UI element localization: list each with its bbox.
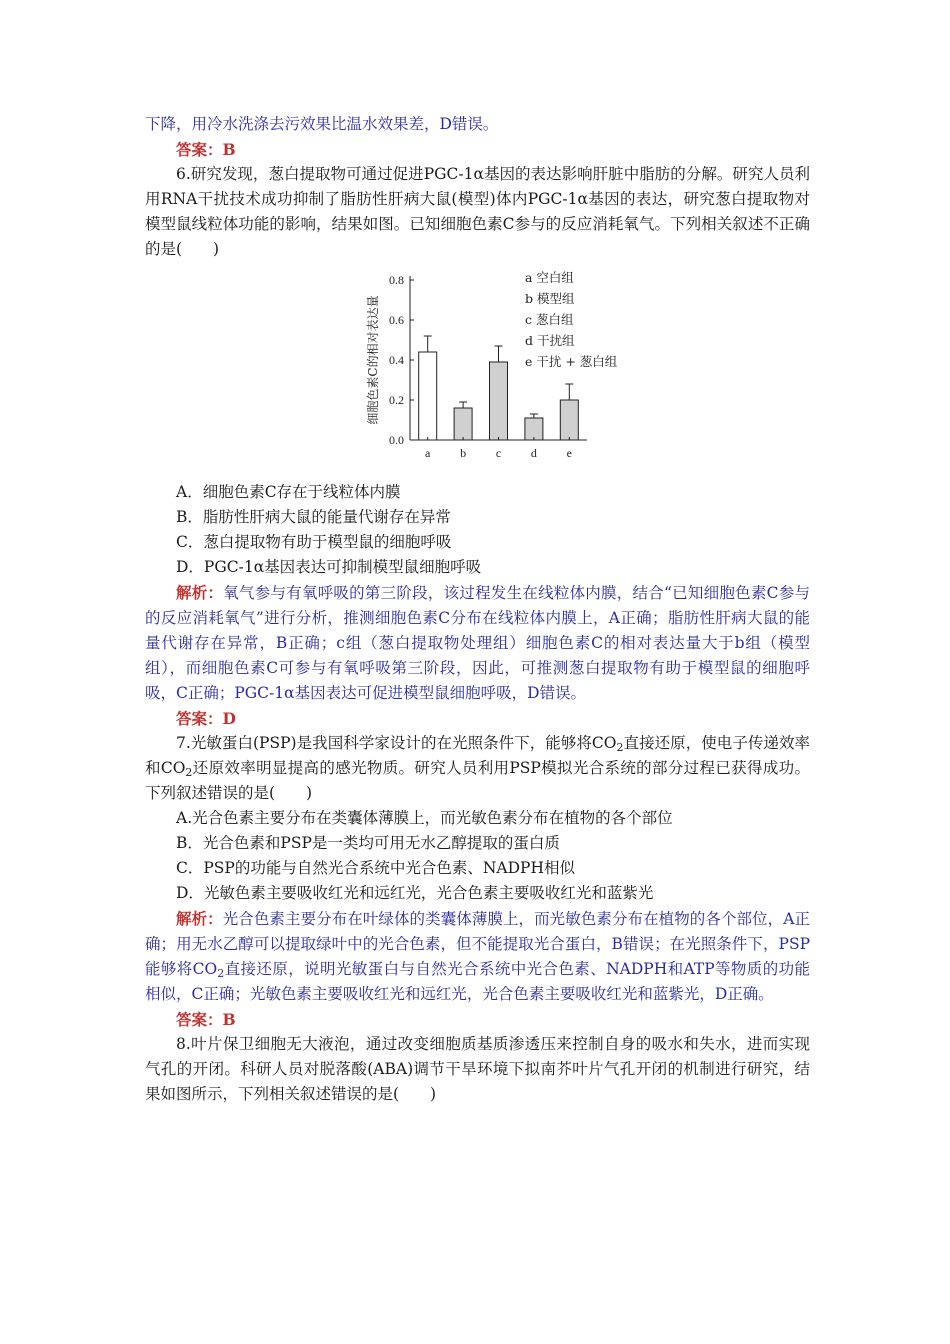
y-tick-label: 0.4 bbox=[389, 353, 404, 367]
q6-option-d: D．PGC-1α基因表达可抑制模型鼠细胞呼吸 bbox=[176, 558, 482, 576]
y-tick-label: 0.8 bbox=[389, 273, 404, 287]
bar-e bbox=[560, 400, 578, 440]
analysis-text: 氧气参与有氧呼吸的第三阶段，该过程发生在线粒体内膜，结合“已知细胞色素C参与的反应消耗氧气”进行分析，推测细胞色素C分布在线粒体内膜上，A正确；脂肪性肝病大鼠的能量代谢存在异常，B正确；c组（葱白提取物处理组）细胞色素C的相对表达量大于b组（模型组），而细胞色素C可参与有氧呼吸第三阶段，因此，可推测葱白提取物有助于模型鼠的细胞呼吸，C正确；PGC-1α基因表达可促进模型鼠细胞呼吸，D错误。 bbox=[145, 584, 810, 702]
analysis-label: 解析： bbox=[176, 909, 223, 928]
legend-entry: e 干扰 + 葱白组 bbox=[525, 354, 618, 369]
legend-entry: c 葱白组 bbox=[525, 312, 574, 327]
analysis-text: 光合色素主要分布在叶绿体的类囊体薄膜上，而光敏色素分布在植物的各个部位，A正确；用无水乙醇可以提取绿叶中的光合色素，但不能提取光合蛋白，B错误；在光照条件下，PSP能够将$CO_2$直接还原，说明光敏蛋白与自然光合系统中光合色素、NADPH和ATP等物质的功能相似，C正确；光敏色素主要吸收红光和远红光，光合色素主要吸收红光和蓝紫光，D正确。 bbox=[145, 910, 810, 1003]
q6-stem: 6.研究发现，葱白提取物可通过促进PGC-1α基因的表达影响肝脏中脂肪的分解。研究人员利用RNA干扰技术成功抑制了脂肪性肝病大鼠(模型)体内PGC-1α基因的表达，研究葱白提取物对模型鼠线粒体功能的影响，结果如图。已知细胞色素C参与的反应消耗氧气。下列相关叙述不正确的是( ) bbox=[145, 165, 810, 258]
bar-a bbox=[419, 352, 437, 440]
x-tick-label: a bbox=[425, 446, 431, 460]
answer-value: B bbox=[222, 140, 236, 159]
legend-entry: d 干扰组 bbox=[525, 333, 575, 348]
q7-analysis bbox=[145, 906, 810, 1007]
bar-b bbox=[454, 408, 472, 440]
previous-analysis-tail: 下降，用冷水洗涤去污效果比温水效果差，D错误。 bbox=[145, 115, 499, 133]
q5-answer bbox=[145, 137, 810, 162]
q6-option-b: B．脂肪性肝病大鼠的能量代谢存在异常 bbox=[176, 508, 451, 526]
q7-option-a: A.光合色素主要分布在类囊体薄膜上，而光敏色素分布在植物的各个部位 bbox=[176, 809, 673, 827]
y-tick-label: 0.2 bbox=[389, 393, 404, 407]
legend-entry: a 空白组 bbox=[525, 270, 574, 285]
bar-c bbox=[490, 362, 508, 440]
chart-svg bbox=[365, 262, 785, 480]
answer-label: 答案： bbox=[176, 140, 223, 159]
x-tick-label: e bbox=[566, 446, 572, 460]
q6-answer bbox=[145, 706, 810, 731]
answer-value: B bbox=[222, 1010, 236, 1029]
q8-stem: 8.叶片保卫细胞无大液泡，通过改变细胞质基质渗透压来控制自身的吸水和失水，进而实现气孔的开闭。科研人员对脱落酸(ABA)调节干旱环境下拟南芥叶片气孔开闭的机制进行研究，结果如图所示，下列相关叙述错误的是( ) bbox=[145, 1035, 810, 1103]
q7-option-b: B．光合色素和PSP是一类均可用无水乙醇提取的蛋白质 bbox=[176, 834, 560, 852]
q6-option-c: C．葱白提取物有助于模型鼠的细胞呼吸 bbox=[176, 533, 452, 551]
x-tick-label: c bbox=[495, 446, 502, 460]
q7-answer bbox=[145, 1007, 810, 1032]
q6-option-a: A．细胞色素C存在于线粒体内膜 bbox=[176, 483, 401, 501]
q7-option-d: D．光敏色素主要吸收红光和远红光，光合色素主要吸收红光和蓝紫光 bbox=[176, 884, 654, 902]
q7-stem: 7.光敏蛋白(PSP)是我国科学家设计的在光照条件下，能够将$CO_2$直接还原，使电子传递效率和$CO_2$还原效率明显提高的感光物质。研究人员利用PSP模拟光合系统的部分过程已获得成功。下列叙述错误的是( ) bbox=[145, 734, 810, 802]
x-tick-label: d bbox=[530, 446, 537, 460]
y-axis-label: 细胞色素C的相对表达量 bbox=[366, 295, 380, 425]
analysis-label: 解析： bbox=[176, 583, 224, 602]
y-tick-label: 0.0 bbox=[389, 433, 404, 447]
x-tick-label: b bbox=[460, 446, 467, 460]
answer-label: 答案： bbox=[176, 1010, 223, 1029]
bar-d bbox=[525, 418, 543, 440]
legend-entry: b 模型组 bbox=[525, 291, 575, 306]
y-tick-label: 0.6 bbox=[389, 313, 404, 327]
q7-option-c: C．PSP的功能与自然光合系统中光合色素、NADPH相似 bbox=[176, 859, 575, 877]
document-page bbox=[145, 112, 810, 1107]
answer-label: 答案： bbox=[176, 709, 223, 728]
q6-analysis bbox=[145, 580, 810, 706]
bar-chart bbox=[145, 262, 810, 480]
answer-value: D bbox=[222, 709, 236, 728]
